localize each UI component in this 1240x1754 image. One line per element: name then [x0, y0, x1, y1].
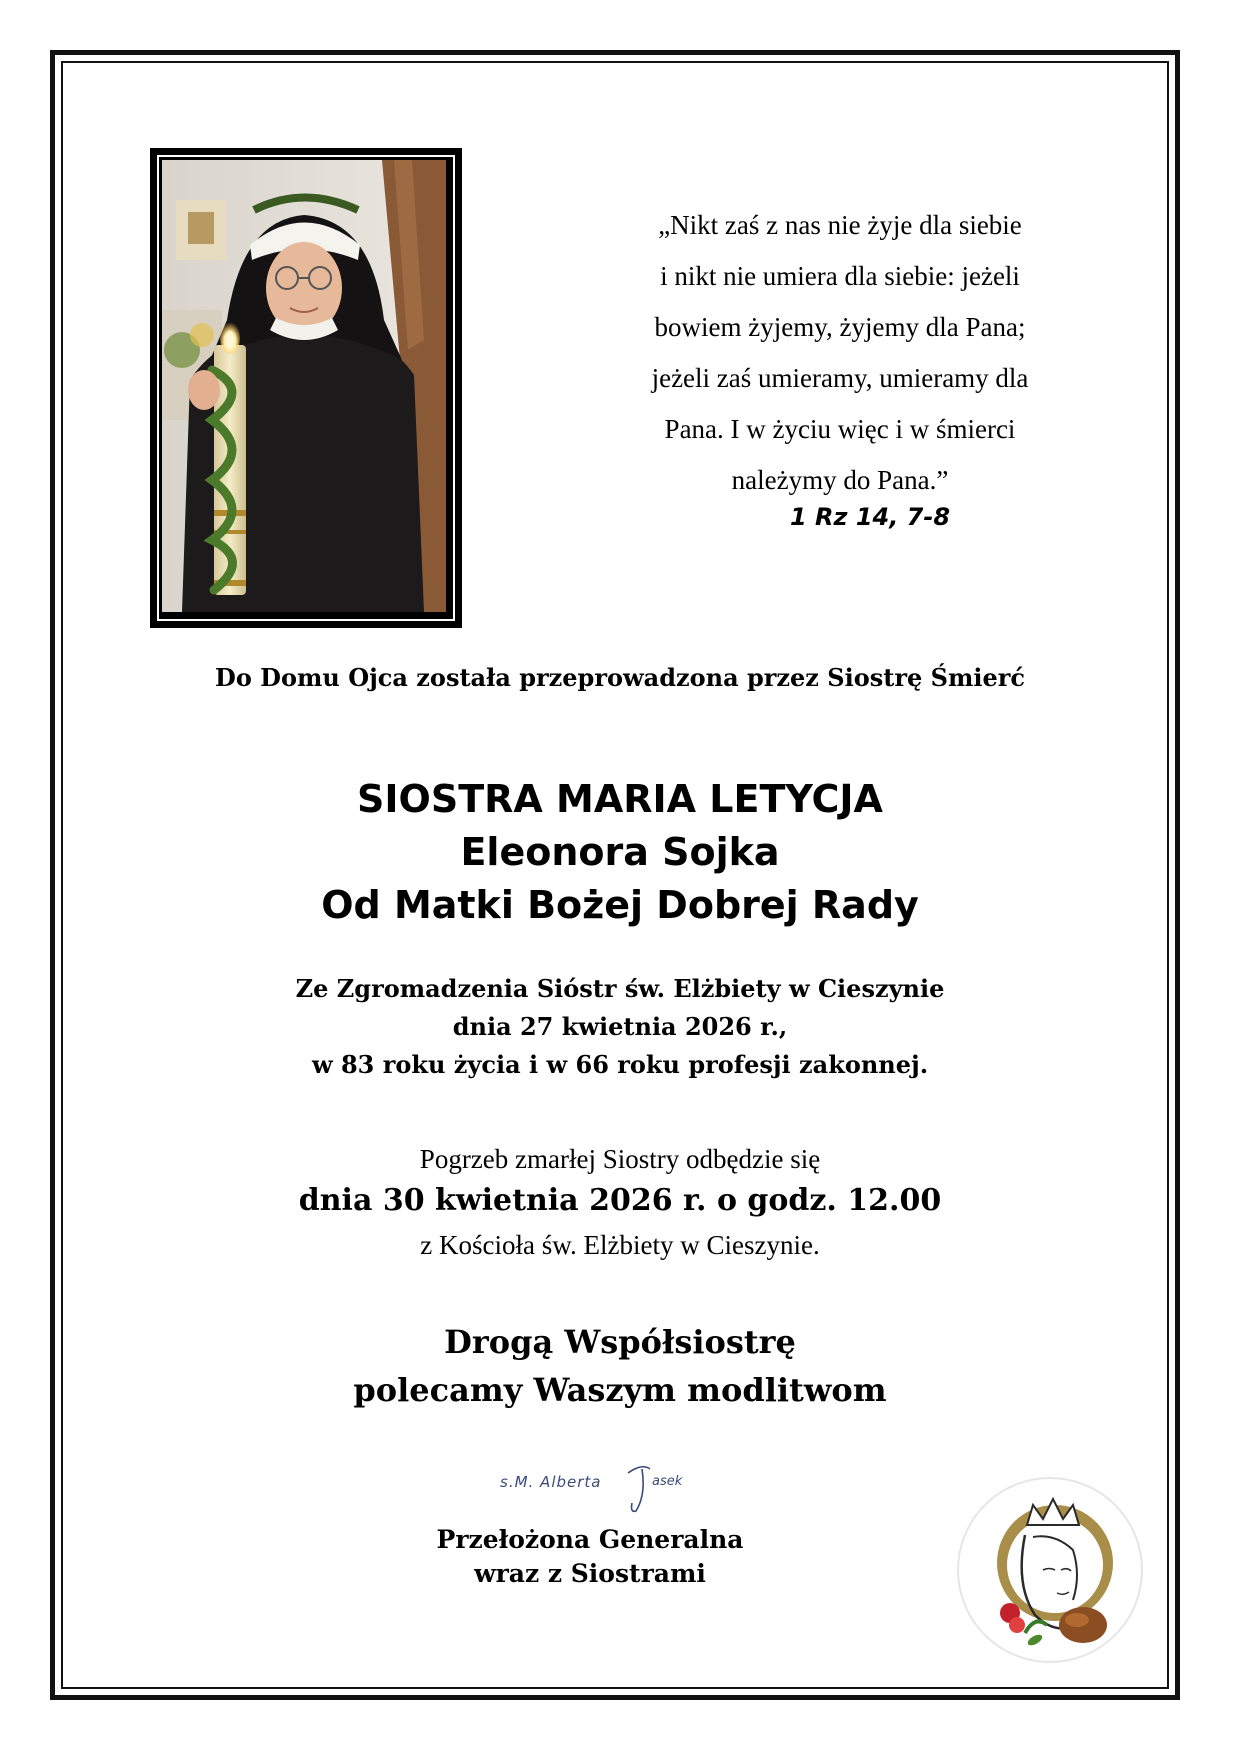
quote-line: należymy do Pana.”	[731, 465, 949, 495]
civil-name: Eleonora Sojka	[460, 830, 780, 874]
age-line: w 83 roku życia i w 66 roku profesji zakonnej.	[311, 1050, 929, 1079]
congregation-line: Ze Zgromadzenia Sióstr św. Elżbiety w Cieszynie	[295, 974, 945, 1003]
religious-title: Od Matki Bożej Dobrej Rady	[321, 883, 919, 927]
signer-title: Przełożona Generalna	[436, 1525, 744, 1554]
svg-text:s.M. Alberta: s.M. Alberta	[500, 1473, 602, 1491]
svg-text:asek: asek	[652, 1474, 683, 1489]
handwritten-signature	[490, 1455, 700, 1515]
portrait-photo	[150, 148, 462, 628]
funeral-date: dnia 30 kwietnia 2026 r. o godz. 12.00	[298, 1183, 942, 1218]
funeral-intro: Pogrzeb zmarłej Siostry odbędzie się	[419, 1144, 821, 1174]
portrait-image	[162, 160, 446, 612]
emblem-image	[955, 1475, 1145, 1665]
funeral-place: z Kościoła św. Elżbiety w Cieszynie.	[420, 1230, 820, 1260]
signer-block	[390, 1523, 790, 1591]
scripture-reference: 1 Rz 14, 7-8	[789, 503, 951, 531]
prayer-request	[0, 1318, 1240, 1414]
quote-line: jeżeli zaś umieramy, umieramy dla	[651, 363, 1029, 393]
signer-subtitle: wraz z Siostrami	[474, 1559, 706, 1588]
announcement-intro: Do Domu Ojca została przeprowadzona przez Siostrę Śmierć	[215, 663, 1025, 692]
prayer-line: Drogą Współsiostrę	[444, 1323, 796, 1361]
quote-line: i nikt nie umiera dla siebie: jeżeli	[660, 261, 1020, 291]
quote-line: bowiem żyjemy, żyjemy dla Pana;	[654, 312, 1026, 342]
death-details	[0, 970, 1240, 1084]
scripture-quote	[560, 200, 1120, 506]
quote-line: „Nikt zaś z nas nie żyje dla siebie	[658, 210, 1022, 240]
signature-image	[490, 1455, 700, 1515]
religious-name: SIOSTRA MARIA LETYCJA	[357, 777, 883, 821]
prayer-line: polecamy Waszym modlitwom	[353, 1371, 887, 1409]
congregation-emblem-logo	[955, 1475, 1145, 1665]
death-date-line: dnia 27 kwietnia 2026 r.,	[452, 1012, 788, 1041]
quote-line: Pana. I w życiu więc i w śmierci	[664, 414, 1016, 444]
